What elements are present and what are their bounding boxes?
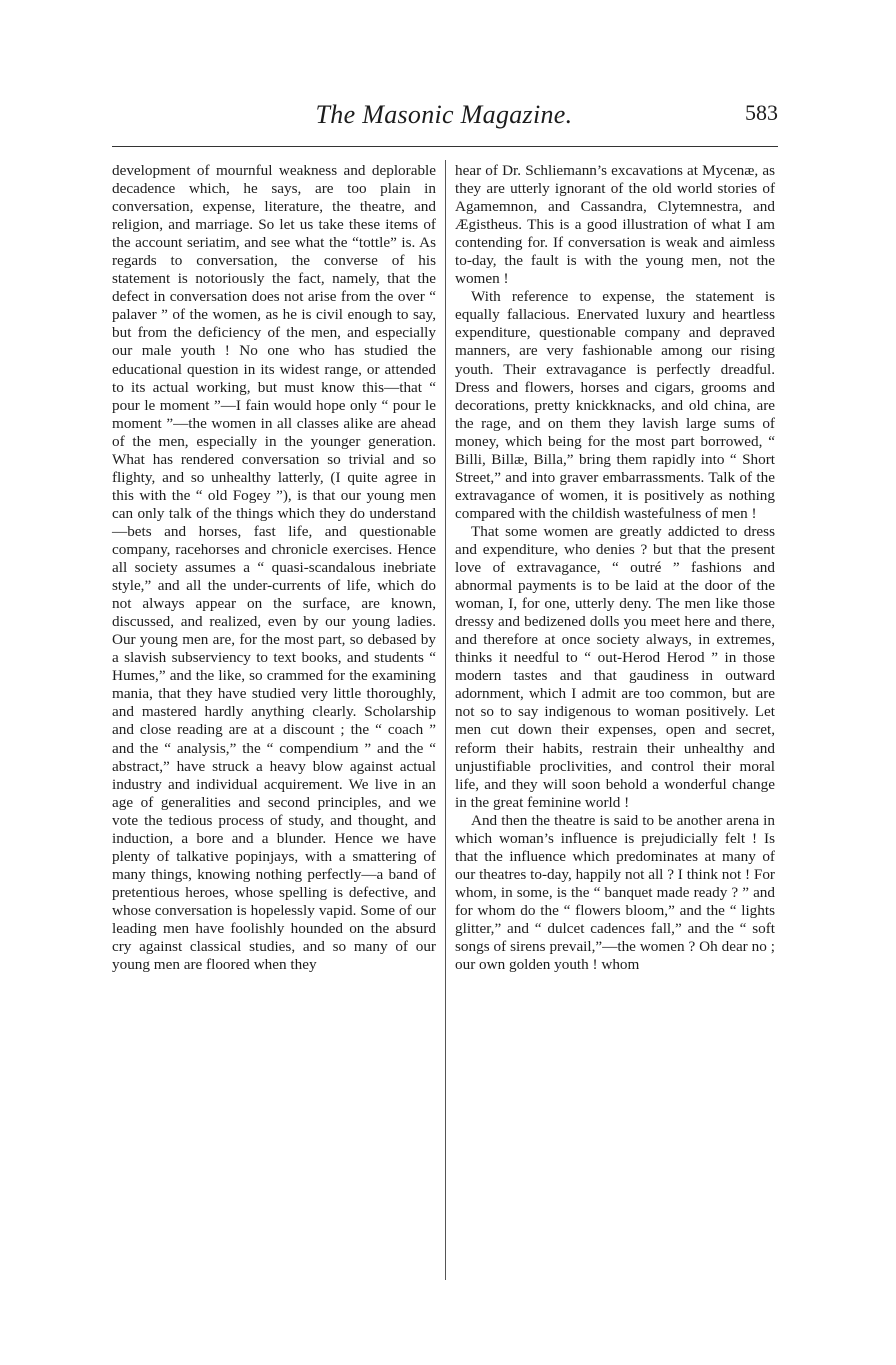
- paragraph: hear of Dr. Schliemann’s excavations at Mycenæ, as they are utterly ignorant of the old world stories of Agamemnon, and Cassandra, Clytemnestra, and Ægistheus. This is a good illustration of what I am contending for. If conversation is weak and aimless to-day, the fault is with the young men, not the women !: [455, 162, 775, 288]
- right-column: [455, 162, 775, 974]
- magazine-title: The Masonic Magazine.: [315, 100, 573, 129]
- paragraph: development of mournful weakness and deplorable decadence which, he says, are too plain in conversation, expense, literature, the theatre, and religion, and marriage. So let us take these items of the account seriatim, and see what the “tottle” is. As regards to conversation, the converse of his statement is notoriously the fact, namely, that the defect in conversation does not arise from the over “ palaver ” of the women, as he is civil enough to say, but from the deficiency of the men, and especially our male youth ! No one who has studied the educational question in its widest range, or attended to its actual working, but must know this—that “ pour le moment ”—I fain would hope only “ pour le moment ”—the women in all classes alike are ahead of the men, especially in the younger generation. What has rendered conversation so trivial and so flighty, and so unhealthy latterly, (I quite agree in this with the “ old Fogey ”), is that our young men can only talk of the things which they do understand—bets and horses, fast life, and questionable company, racehorses and chronicle exercises. Hence all society assumes a “ quasi-scandalous inebriate style,” and all the under-currents of life, which do not always appear on the surface, are known, discussed, and realized, even by our young ladies. Our young men are, for the most part, so debased by a slavish subserviency to text books, and students “ Humes,” and the like, so crammed for the examining mania, that they have studied very little thoroughly, and mastered hardly anything clearly. Scholarship and close reading are at a discount ; the “ coach ” and the “ analysis,” the “ compendium ” and the “ abstract,” have struck a heavy blow against actual industry and individual acquirement. We live in an age of generalities and second principles, and we vote the tedious process of study, and thought, and induction, a bore and a blunder. Hence we have plenty of talkative popinjays, with a smattering of many things, knowing nothing perfectly—a band of pretentious heroes, whose spelling is defective, and whose conversation is hopelessly vapid. Some of our leading men have foolishly hounded on the absurd cry against classical studies, and so many of our young men are floored when they: [112, 162, 436, 974]
- paragraph: And then the theatre is said to be another arena in which woman’s influence is prejudicially felt ! Is that the influence which predominates at many of our theatres to-day, happily not all ? I think not ! For whom, in some, is the “ banquet made ready ? ” and for whom do the “ flowers bloom,” and the “ lights glitter,” and “ dulcet cadences fall,” and the “ soft songs of sirens prevail,”—the women ? Oh dear no ; our own golden youth ! whom: [455, 811, 775, 974]
- paragraph: That some women are greatly addicted to dress and expenditure, who denies ? but that the present love of extravagance, “ outré ” fashions and abnormal payments is to be laid at the door of the woman, I, for one, utterly deny. The men like those dressy and bedizened dolls you meet here and there, and therefore at once society always, in extremes, thinks it needful to “ out-Herod Herod ” in those modern tastes and that gaudiness in outward adornment, which I admit are too common, but are not so to say indigenous to woman positively. Let men cut down their expenses, open and secret, reform their habits, restrain their unhealthy and unjustifiable proclivities, and control their moral life, and they will soon behold a wonderful change in the great feminine world !: [455, 522, 775, 811]
- page-number: 583: [745, 100, 778, 125]
- paragraph: With reference to expense, the statement is equally fallacious. Enervated luxury and heartless expenditure, questionable company and depraved manners, are very fashionable among our rising youth. Their extravagance is perfectly dreadful. Dress and flowers, horses and cigars, grooms and decorations, pretty knickknacks, and old china, are the rage, and on them they lavish large sums of money, which being for the most part borrowed, “ Billi, Billæ, Billa,” bring them rapidly into “ Short Street,” and into graver embarrassments. Talk of the extravagance of women, it is positively as nothing compared with the childish wastefulness of men !: [455, 288, 775, 522]
- page-header: [110, 96, 778, 136]
- left-column: [112, 162, 436, 974]
- column-divider: [445, 160, 446, 1280]
- header-rule: [112, 146, 778, 147]
